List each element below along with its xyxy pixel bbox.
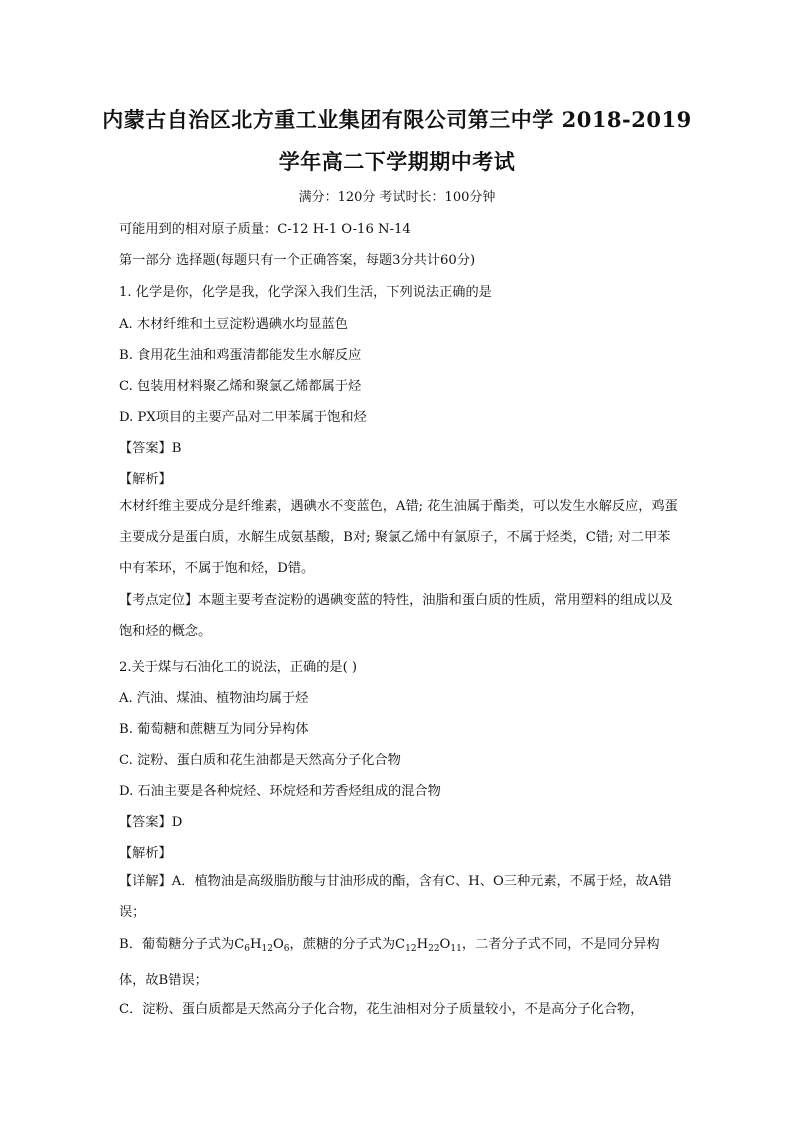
section-heading: 第一部分 选择题(每题只有一个正确答案，每题3分共计60分) [119, 253, 476, 268]
question-1-analysis: 木材纤维主要成分是纤维素，遇碘水不变蓝色，A错; 花生油属于酯类，可以发生水解反应，鸡蛋主要成分是蛋白质，水解生成氨基酸，B对; 聚氯乙烯中有氯原子，不属于烃类，C错; 对二甲苯中有苯环，不属于饱和烃，D错。 [119, 499, 678, 576]
exam-meta: 满分：120分 考试时长：100分钟 [298, 190, 496, 205]
question-1-option-b: B. 食用花生油和鸡蛋清都能发生水解反应 [119, 348, 362, 363]
question-2-stem: 2.关于煤与石油化工的说法，正确的是( ) [119, 660, 358, 675]
question-2-detail-a: 【详解】A．植物油是高级脂肪酸与甘油形成的酯，含有C、H、O三种元素，不属于烃，故A错误； [119, 874, 672, 920]
question-2-option-c: C. 淀粉、蛋白质和花生油都是天然高分子化合物 [119, 753, 401, 768]
question-2-analysis-label: 【解析】 [119, 846, 172, 861]
question-2-option-d: D. 石油主要是各种烷烃、环烷烃和芳香烃组成的混合物 [119, 784, 441, 799]
question-2-detail-c: C．淀粉、蛋白质都是天然高分子化合物，花生油相对分子质量较小，不是高分子化合物， [119, 1002, 644, 1017]
question-1-answer: 【答案】B [119, 441, 182, 456]
exam-title-line1: 内蒙古自治区北方重工业集团有限公司第三中学 2018-2019 [102, 107, 692, 132]
question-1-option-a: A. 木材纤维和土豆淀粉遇碘水均显蓝色 [119, 317, 348, 332]
question-1-stem: 1. 化学是你，化学是我，化学深入我们生活，下列说法正确的是 [119, 285, 492, 300]
question-1-key-point: 【考点定位】本题主要考查淀粉的遇碘变蓝的特性，油脂和蛋白质的性质，常用塑料的组成以及饱和烃的概念。 [119, 593, 673, 639]
atomic-masses: 可能用到的相对原子质量：C-12 H-1 O-16 N-14 [119, 222, 411, 237]
question-2-answer: 【答案】D [119, 815, 183, 830]
question-2-detail-b: B．葡萄糖分子式为$C_6H_{12}O_6$，蔗糖的分子式为$C_{12}H_{22}O_{11}$，二者分子式不同，不是同分异构体，故B错误； [119, 937, 660, 988]
question-2-option-a: A. 汽油、煤油、植物油均属于烃 [119, 691, 309, 706]
question-1-option-d: D. PX项目的主要产品对二甲苯属于饱和烃 [119, 410, 367, 425]
question-1-analysis-label: 【解析】 [119, 472, 172, 487]
exam-title-line2: 学年高二下学期期中考试 [278, 149, 516, 174]
question-2-option-b: B. 葡萄糖和蔗糖互为同分异构体 [119, 722, 309, 737]
question-1-option-c: C. 包装用材料聚乙烯和聚氯乙烯都属于烃 [119, 379, 362, 394]
